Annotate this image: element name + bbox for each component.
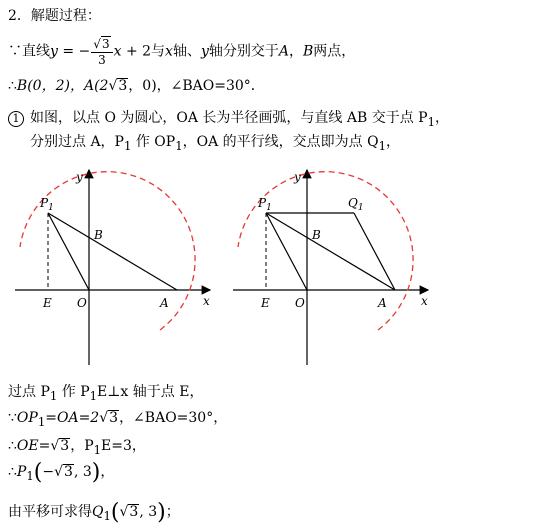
text: = − [57,43,91,60]
radicand: 3 [64,464,73,480]
point-p: P [16,464,27,480]
text: 作 P [57,384,90,400]
label-b: B [312,228,321,242]
radicand: 3 [101,37,110,51]
label-o: O [77,296,87,310]
subscript: 1 [89,388,98,403]
text: 轴、 [172,43,201,60]
label-q1: $Q_1$ [348,196,364,213]
label-y: y [294,170,301,184]
line-1 [8,36,355,67]
text: =OA=2 [45,410,100,426]
text: ，OA 的平行线，交点即为点 Q [182,134,379,150]
subscript: 1 [37,414,46,429]
radicand: 3 [60,438,70,454]
text: ， [386,134,401,150]
figure-2 [228,165,438,370]
text: ，0)， [128,78,171,94]
text: ； [165,504,180,520]
b-coords: B(0，2)， [16,78,84,94]
label-e: E [261,296,270,310]
text: E⊥x 轴于点 E， [97,384,204,400]
therefore-symbol: ∴ [8,438,17,454]
text: 直线 [22,43,50,60]
subscript: 1 [378,138,387,153]
circled-number: 1 [8,111,24,127]
line-5 [8,382,203,406]
radicand: 3 [129,504,139,520]
var-y: y [50,43,58,60]
radicand: 3 [118,78,128,94]
text: 轴分别交于 [208,43,279,60]
solution-heading: 2．解题过程： [8,8,101,24]
subscript: 1 [93,442,102,457]
therefore-symbol: ∴ [8,78,17,94]
line-7: ∴OE=√3，$P_1E=3$， [8,438,146,457]
var-x: x [165,43,173,60]
text: ， [435,110,450,126]
label-a: A [160,296,169,310]
text: 与 [151,43,166,60]
point-q: Q [92,504,104,520]
line-ab [266,213,395,290]
text: , 3 [73,464,92,480]
var-y: y [200,43,209,60]
text: 分别过点 A，P [30,134,124,150]
line-2: ∴B(0，2)，A(2√3，0)，∠BAO=30°． [8,78,265,94]
line-4 [30,132,400,156]
text: 过点 P [8,384,50,400]
text: ， [289,43,303,60]
var-x: x [113,43,122,60]
label-x: x [421,294,428,308]
text: OE= [16,438,51,454]
point-b: B [303,43,314,60]
denominator: 3 [98,53,106,67]
point-a: A [278,43,289,60]
subscript: 1 [26,468,34,483]
text: 由平移可求得 [8,504,92,520]
label-o: O [295,296,305,310]
text: E=3， [101,438,146,454]
line-6: $\because OP_1=OA=2√3$，∠BAO=30°， [8,410,228,429]
label-x: x [203,294,210,308]
text: − [42,464,55,480]
text: + 2 [121,43,152,60]
text: 如图，以点 O 为圆心，OA 长为半径画弧，与直线 AB 交于点 P [30,110,428,126]
subscript: 1 [103,508,111,523]
text: 两点， [313,43,356,60]
subscript: 1 [49,388,58,403]
label-p1: $P_1$ [258,196,272,213]
a-coords: A(2 [83,78,109,94]
line-ab [48,213,177,290]
text: ，∠BAO=30°， [119,410,228,426]
figure-1 [10,165,220,370]
radicand: 3 [109,410,119,426]
label-e: E [43,296,52,310]
line-3 [8,108,449,132]
label-y: y [76,170,83,184]
text: , 3 [139,504,158,520]
text: OP [16,410,38,426]
label-a: A [378,296,387,310]
label-p1: $P_1$ [40,196,54,213]
subscript: 1 [427,114,436,129]
because-symbol: ∵ [8,43,22,60]
line-8: $\therefore P_1(-√3$, 3)， [8,460,115,485]
text: ，P [70,438,94,454]
line-9: 由平移可求得$Q_1(√3$, 3)； [8,500,180,525]
angle-text: ∠BAO=30°． [170,78,265,94]
fraction: $\frac{√3}{3}$ [91,36,112,67]
subscript: 1 [123,138,132,153]
therefore-symbol: ∴ [8,464,17,480]
text: 作 OP [131,134,176,150]
text: ， [100,464,115,480]
label-b: B [94,228,103,242]
subscript: 1 [175,138,183,153]
because-symbol: ∵ [8,410,17,426]
